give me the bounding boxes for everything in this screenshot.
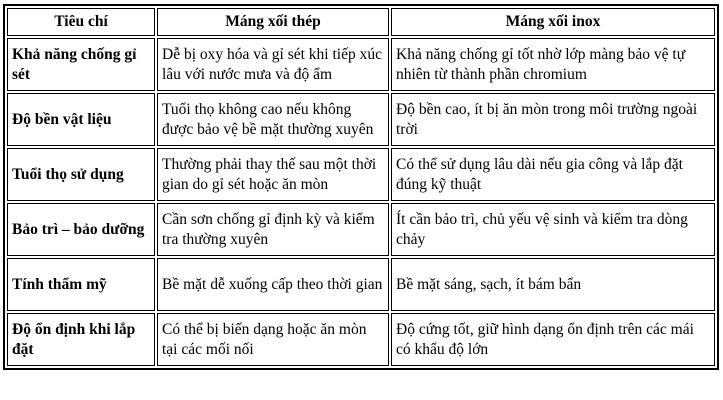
- header-steel-gutter: Máng xối thép: [157, 8, 389, 36]
- steel-cell: Bề mặt dễ xuống cấp theo thời gian: [157, 258, 389, 311]
- criteria-cell: Tuổi thọ sử dụng: [7, 148, 155, 201]
- inox-cell: Khả năng chống gỉ tốt nhờ lớp màng bảo vệ tự nhiên từ thành phần chromium: [391, 38, 715, 91]
- inox-cell: Độ bền cao, ít bị ăn mòn trong môi trường ngoài trời: [391, 93, 715, 146]
- steel-cell: Tuổi thọ không cao nếu không được bảo vệ bề mặt thường xuyên: [157, 93, 389, 146]
- steel-cell: Có thể bị biến dạng hoặc ăn mòn tại các mối nối: [157, 313, 389, 366]
- gutter-comparison-table: [3, 4, 719, 370]
- table-row-maintenance: [7, 203, 715, 256]
- criteria-cell: Độ ổn định khi lắp đặt: [7, 313, 155, 366]
- criteria-cell: Độ bền vật liệu: [7, 93, 155, 146]
- criteria-cell: Khả năng chống gỉ sét: [7, 38, 155, 91]
- steel-cell: Thường phải thay thế sau một thời gian do gỉ sét hoặc ăn mòn: [157, 148, 389, 201]
- table-row-service-life: [7, 148, 715, 201]
- inox-cell: Bề mặt sáng, sạch, ít bám bẩn: [391, 258, 715, 311]
- inox-cell: Độ cứng tốt, giữ hình dạng ổn định trên các mái có khẩu độ lớn: [391, 313, 715, 366]
- table-row-aesthetics: [7, 258, 715, 311]
- header-row: [7, 8, 715, 36]
- inox-cell: Ít cần bảo trì, chủ yếu vệ sinh và kiểm tra dòng chảy: [391, 203, 715, 256]
- header-inox-gutter: Máng xối inox: [391, 8, 715, 36]
- steel-cell: Cần sơn chống gỉ định kỳ và kiểm tra thường xuyên: [157, 203, 389, 256]
- table-row-material-durability: [7, 93, 715, 146]
- criteria-cell: Tính thẩm mỹ: [7, 258, 155, 311]
- inox-cell: Có thể sử dụng lâu dài nếu gia công và lắp đặt đúng kỹ thuật: [391, 148, 715, 201]
- table-row-installation-stability: [7, 313, 715, 366]
- steel-cell: Dễ bị oxy hóa và gỉ sét khi tiếp xúc lâu với nước mưa và độ ẩm: [157, 38, 389, 91]
- criteria-cell: Bảo trì – bảo dưỡng: [7, 203, 155, 256]
- table-row-rust-resistance: [7, 38, 715, 91]
- header-criteria: Tiêu chí: [7, 8, 155, 36]
